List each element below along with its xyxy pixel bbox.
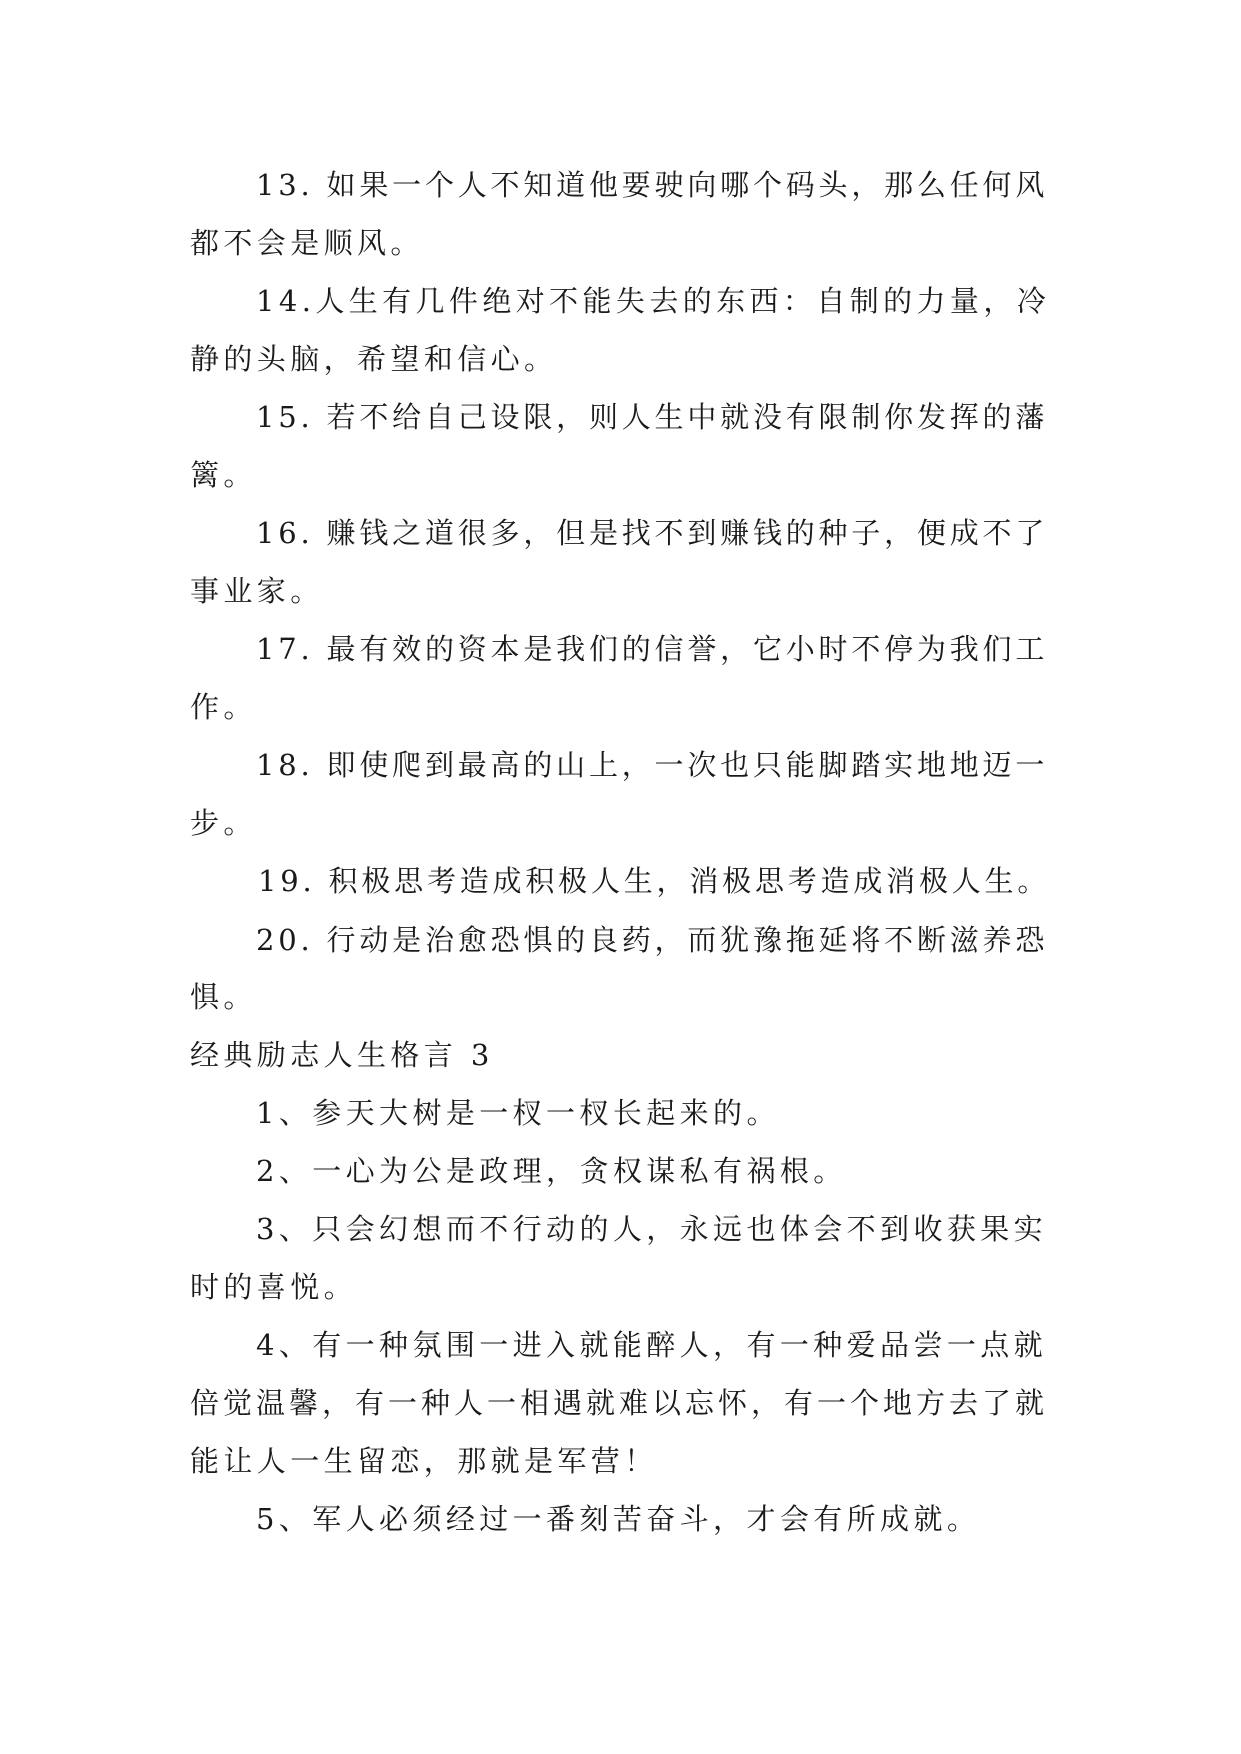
quote-16-line-2: 事业家。 <box>190 574 324 608</box>
quote-18-line-1: 18. 即使爬到最高的山上，一次也只能脚踏实地地迈一 <box>256 748 1049 782</box>
quote-15-line-2: 篱。 <box>190 458 257 492</box>
item-1-line-1: 1、参天大树是一杈一杈长起来的。 <box>256 1096 780 1130</box>
quote-16-line-1: 16. 赚钱之道很多，但是找不到赚钱的种子，便成不了 <box>256 516 1049 550</box>
item-3-line-2: 时的喜悦。 <box>190 1270 358 1304</box>
quote-17-line-1: 17. 最有效的资本是我们的信誉，它小时不停为我们工 <box>256 632 1049 666</box>
item-4-line-1: 4、有一种氛围一进入就能醉人，有一种爱品尝一点就 <box>256 1328 1048 1362</box>
item-5-line-1: 5、军人必须经过一番刻苦奋斗，才会有所成就。 <box>256 1502 981 1536</box>
quote-20-line-2: 惧。 <box>190 980 257 1014</box>
item-3-line-1: 3、只会幻想而不行动的人，永远也体会不到收获果实 <box>256 1212 1048 1246</box>
quote-20-line-1: 20. 行动是治愈恐惧的良药，而犹豫拖延将不断滋养恐 <box>256 923 1049 957</box>
quote-14-line-2: 静的头脑，希望和信心。 <box>190 342 558 376</box>
item-2-line-1: 2、一心为公是政理，贪权谋私有祸根。 <box>256 1154 847 1188</box>
quote-14-line-1: 14.人生有几件绝对不能失去的东西：自制的力量，冷 <box>256 284 1051 318</box>
section-heading: 经典励志人生格言 3 <box>190 1038 494 1072</box>
quote-19-line-1: 19. 积极思考造成积极人生，消极思考造成消极人生。 <box>258 864 1051 898</box>
item-4-line-2: 倍觉温馨，有一种人一相遇就难以忘怀，有一个地方去了就 <box>190 1386 1049 1420</box>
quote-15-line-1: 15. 若不给自己设限，则人生中就没有限制你发挥的藩 <box>256 400 1049 434</box>
quote-13-line-1: 13. 如果一个人不知道他要驶向哪个码头，那么任何风 <box>256 168 1049 202</box>
item-4-line-3: 能让人一生留恋，那就是军营！ <box>190 1444 658 1478</box>
quote-13-line-2: 都不会是顺风。 <box>190 226 424 260</box>
quote-18-line-2: 步。 <box>190 806 257 840</box>
quote-17-line-2: 作。 <box>190 690 257 724</box>
